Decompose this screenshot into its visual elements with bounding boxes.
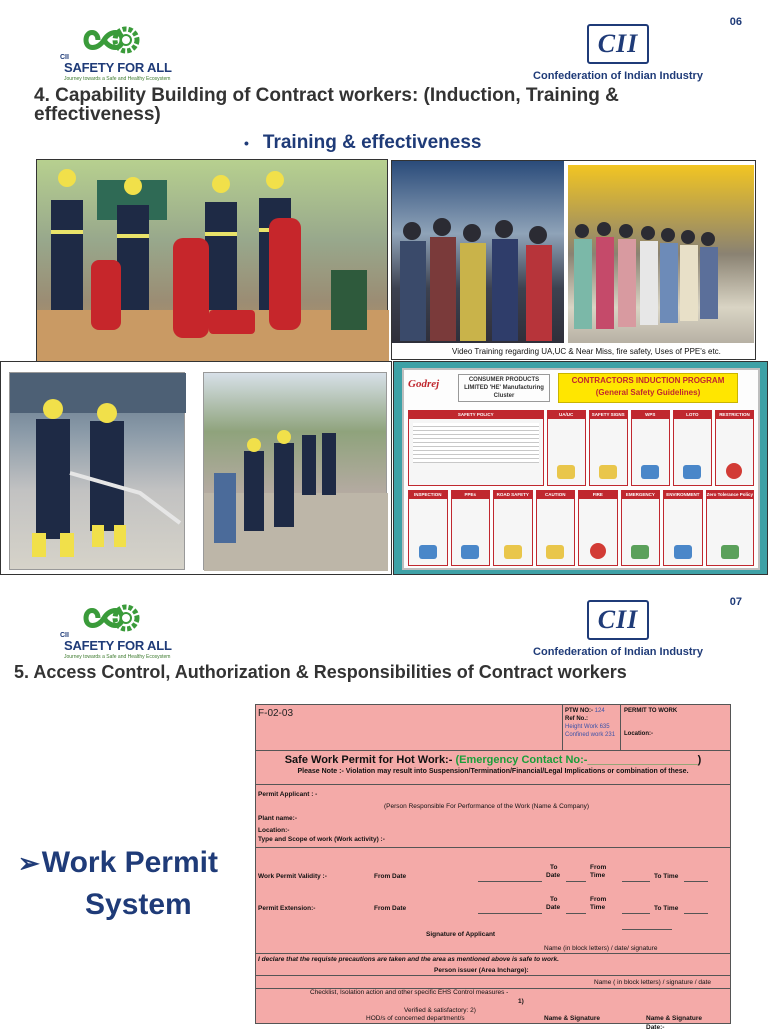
card-title: PPEs [452, 491, 490, 499]
person-issuer: Person issuer (Area Incharge): [434, 967, 529, 974]
score-zero-icon [721, 545, 739, 559]
induction-board [402, 368, 760, 570]
infinity-gear-icon [82, 24, 142, 56]
permit-location-label: Location:- [624, 731, 653, 737]
cii-mark-box [587, 600, 649, 640]
form-code: F-02-03 [258, 708, 294, 719]
declaration: I declare that the requiste precautions are taken and the area as mentioned above is safe to work. [258, 956, 559, 963]
workers-illustration [568, 165, 754, 343]
validity-label: Work Permit Validity :- [258, 873, 327, 880]
infinity-gear-icon [82, 602, 142, 634]
permit-block [620, 705, 730, 750]
violation-note: Please Note :- Violation may result into Suspension/Termination/Financial/Legal Implications or combination of these. [297, 768, 689, 775]
card-title: CAUTION [537, 491, 575, 499]
permit-icon [641, 465, 659, 479]
guideline-card [621, 490, 661, 566]
globe-icon [674, 545, 692, 559]
video-training-caption: Video Training regarding UA,UC & Near Miss, fire safety, Uses of PPE's etc. [452, 347, 721, 356]
underline [684, 913, 708, 914]
card-title: LOTO [674, 411, 711, 419]
guideline-card [536, 490, 576, 566]
sfa-tagline: Journey towards a Safe and Healthy Ecosystem [64, 654, 171, 660]
work-permit-title [18, 842, 254, 926]
fire-team-photo [36, 159, 388, 361]
extension-from-time-a: From [590, 896, 607, 903]
name-block-label: Name (in block letters) / date/ signature [544, 945, 658, 952]
safety-for-all-logo [60, 24, 172, 82]
cii-logo [518, 24, 718, 82]
hot-work-permit-form [255, 704, 731, 1031]
validity-from-time-a: From [590, 864, 607, 871]
emergency-close: ) [697, 754, 702, 766]
emergency-icon [631, 545, 649, 559]
cii-mark-box [587, 24, 649, 64]
arrow-bullet-icon: ➢ [18, 848, 40, 878]
training-room-right [568, 165, 754, 343]
video-training-photo [391, 160, 756, 360]
cii-logo [518, 600, 718, 658]
card-title: ENVIRONMENT [664, 491, 702, 499]
ref-label: Ref No.: [565, 716, 588, 722]
title-line-2: System [85, 888, 192, 921]
underline [622, 881, 650, 882]
extension-from-time-b: Time [590, 904, 606, 911]
guideline-card [673, 410, 712, 486]
date-label-2: Date:- [646, 1024, 665, 1031]
board-header [404, 370, 758, 406]
ptw-number: 124 [594, 708, 605, 714]
sfa-title: SAFETY FOR ALL [64, 638, 172, 653]
company-name: CONSUMER PRODUCTS LIMITED 'HE' Manufacturing Cluster [458, 374, 550, 402]
emergency-blank: __________________ [587, 754, 698, 766]
form-title-block [256, 751, 730, 785]
cii-mark: CII [597, 29, 639, 58]
card-title: RESTRICTION [716, 411, 753, 419]
cii-mark: CII [597, 605, 639, 634]
extension-label: Permit Extension:- [258, 905, 316, 912]
program-title: CONTRACTORS INDUCTION PROGRAM [571, 376, 725, 385]
guideline-card [631, 410, 670, 486]
divider [256, 847, 730, 848]
section-heading: 5. Access Control, Authorization & Responsibilities of Contract workers [14, 662, 627, 682]
permit-label: PERMIT TO WORK [624, 708, 678, 714]
applicant-label: Permit Applicant : - [258, 791, 318, 798]
guideline-card [547, 410, 586, 486]
underline [478, 881, 542, 882]
hose-drill-left [9, 372, 185, 570]
form-header [256, 705, 730, 751]
extension-from-date: From Date [374, 905, 407, 912]
validity-to-time: To Time [654, 873, 679, 880]
inspection-icon [419, 545, 437, 559]
training-room-left [392, 161, 564, 343]
sfa-title: SAFETY FOR ALL [64, 60, 172, 75]
title-line-1: Work Permit [41, 846, 218, 879]
applicant-sub: (Person Responsible For Performance of the Work (Name & Company) [384, 803, 590, 810]
policy-text-lines [413, 423, 539, 463]
page-number: 07 [729, 596, 742, 608]
extension-to-date-b: Date [546, 904, 561, 911]
underline [622, 913, 650, 914]
guideline-row-1 [408, 410, 754, 486]
caution-icon [546, 545, 564, 559]
program-subtitle: (General Safety Guidelines) [595, 388, 701, 397]
ref-line-2: Confined work 231 [565, 732, 616, 738]
brand-logo: Godrej [408, 378, 440, 390]
card-title: Zero Tolerance Policy [706, 492, 754, 497]
guideline-card [408, 490, 448, 566]
extension-to-time: To Time [654, 905, 679, 912]
scope-label: Type and Scope of work (Work activity) :- [258, 836, 385, 843]
extension-to-date-a: To [550, 896, 558, 903]
fire-team-illustration [37, 160, 389, 362]
guideline-card [493, 490, 533, 566]
road-safety-icon [504, 545, 522, 559]
name-signature-1: Name & Signature [544, 1015, 600, 1022]
safety-first-icon [599, 465, 617, 479]
underline [478, 913, 542, 914]
fire-icon [590, 543, 606, 559]
hose-drill-right-illustration [204, 373, 388, 571]
guideline-card [706, 490, 754, 566]
verified-label: Verified & satisfactory: 2) [404, 1007, 476, 1014]
bullet-icon: • [244, 135, 249, 151]
card-title: FIRE [579, 491, 617, 499]
underline [622, 929, 672, 930]
card-title: ROAD SAFETY [494, 491, 532, 499]
safety-for-all-logo [60, 602, 172, 660]
sfa-tagline: Journey towards a Safe and Healthy Ecosystem [64, 76, 171, 82]
page-number: 06 [729, 16, 742, 28]
name-signature-2: Name & Signature [646, 1015, 702, 1022]
validity-to-date-a: To [550, 864, 558, 871]
guideline-card [715, 410, 754, 486]
card-title: INSPECTION [409, 491, 447, 499]
sfa-cii-mark: CII [60, 632, 69, 639]
guideline-row-2 [408, 490, 754, 566]
underline [566, 913, 586, 914]
validity-to-date-b: Date [546, 872, 561, 879]
plant-name-label: Plant name:- [258, 815, 298, 822]
slide-07 [0, 588, 768, 1031]
underline [684, 881, 708, 882]
card-title: WPS [632, 411, 669, 419]
cii-name: Confederation of Indian Industry [533, 646, 703, 658]
sfa-cii-mark: CII [60, 54, 69, 61]
ppe-icon [461, 545, 479, 559]
hose-drill-photos [0, 361, 392, 575]
card-title: UA/UC [548, 411, 585, 419]
program-banner [558, 373, 738, 403]
checklist-label: Checklist, Isolation action and other specific EHS Control measures - [310, 989, 509, 996]
induction-board-photo [393, 361, 768, 575]
bullet-text: Training & effectiveness [262, 132, 482, 153]
cii-name: Confederation of Indian Industry [533, 70, 703, 82]
ptw-block [562, 705, 620, 750]
card-title: SAFETY SIGNS [590, 411, 627, 419]
signature-applicant: Signature of Applicant [426, 931, 496, 938]
location-label: Location:- [258, 827, 290, 834]
guideline-card [408, 410, 544, 486]
name-block-label-2: Name ( in block letters) / signature / date [594, 979, 712, 986]
section-heading: 4. Capability Building of Contract workers: (Induction, Training & effectiveness) [34, 85, 619, 125]
validity-from-date: From Date [374, 873, 407, 880]
checklist-item-1: 1) [518, 998, 524, 1005]
hose-drill-right [203, 372, 387, 570]
underline [566, 881, 586, 882]
no-entry-icon [726, 463, 742, 479]
ptw-label: PTW NO:- [565, 708, 593, 714]
guideline-card [578, 490, 618, 566]
emergency-contact: (Emergency Contact No:- [455, 754, 588, 766]
ua-uc-icon [557, 465, 575, 479]
divider [256, 953, 730, 954]
guideline-card [663, 490, 703, 566]
guideline-card [589, 410, 628, 486]
hose-drill-left-illustration [10, 373, 186, 571]
lock-icon [683, 465, 701, 479]
guideline-card [451, 490, 491, 566]
form-title: Safe Work Permit for Hot Work:- [284, 754, 453, 766]
card-title: SAFETY POLICY [409, 411, 543, 419]
bullet-heading [244, 132, 481, 154]
validity-from-time-b: Time [590, 872, 606, 879]
hod-label: HOD/s of concerned department/s [366, 1015, 465, 1022]
divider [256, 975, 730, 976]
ref-line-1: Height Work 635 [565, 724, 610, 730]
audience-illustration [392, 161, 564, 343]
card-title: EMERGENCY [622, 491, 660, 499]
